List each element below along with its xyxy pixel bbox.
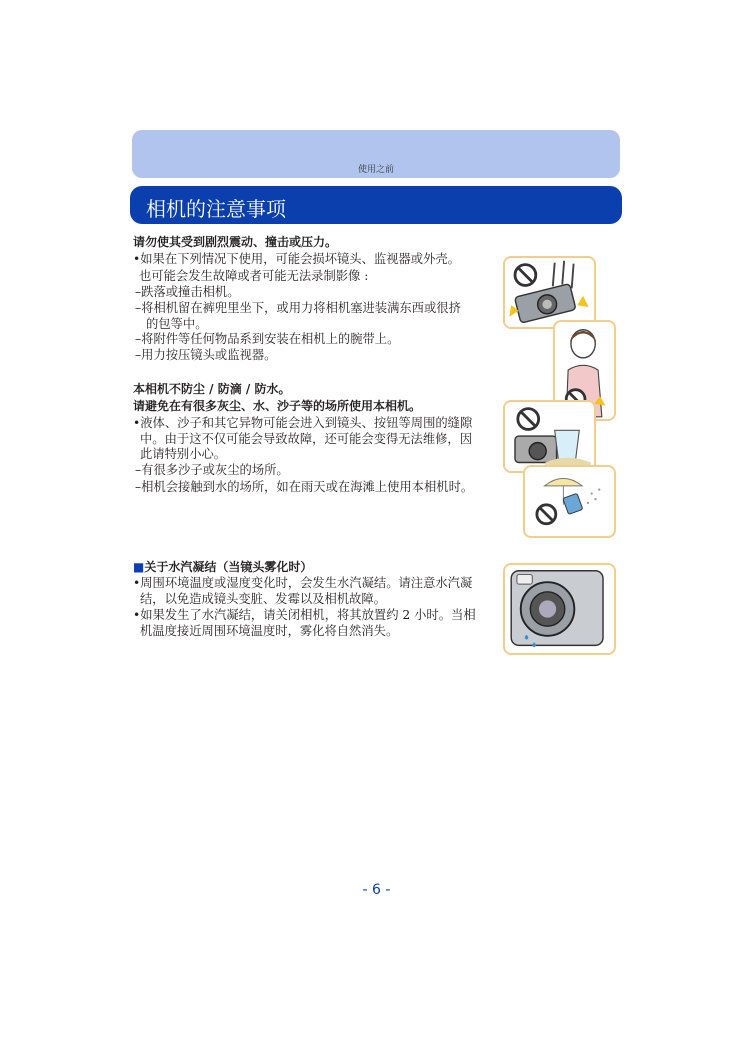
s2-heading-2: 请避免在有很多灰尘、水、沙子等的场所使用本相机。 xyxy=(133,399,422,413)
s1-line: •如果在下列情况下使用，可能会损坏镜头、监视器或外壳。 xyxy=(133,252,460,266)
camera-sand-water-illustration xyxy=(503,400,596,473)
s1-line: 也可能会发生故障或者可能无法录制影像 : xyxy=(139,269,369,283)
s1-line: –跌落或撞击相机。 xyxy=(135,285,240,299)
s2-heading-1: 本相机不防尘 / 防滴 / 防水。 xyxy=(133,382,291,396)
beach-sand-drawing xyxy=(525,467,614,536)
camera-sand-water-drawing xyxy=(505,402,594,471)
s1-line: –将相机留在裤兜里坐下，或用力将相机塞进装满东西或很挤 xyxy=(135,301,461,315)
s2-line: 此请特别小心。 xyxy=(140,447,227,461)
page-title: 相机的注意事项 xyxy=(146,197,286,221)
s2-line: –相机会接触到水的场所，如在雨天或在海滩上使用本相机时。 xyxy=(135,480,474,494)
s1-heading: 请勿使其受到剧烈震动、撞击或压力。 xyxy=(133,235,338,249)
beach-sand-illustration xyxy=(523,465,616,538)
square-bullet-icon: ■ xyxy=(133,560,145,574)
title-bar xyxy=(130,186,622,224)
section-label: 使用之前 xyxy=(357,165,394,175)
s2-line: •液体、沙子和其它异物可能会进入到镜头、按钮等周围的缝隙 xyxy=(133,416,473,430)
s1-line: 的包等中。 xyxy=(146,317,208,331)
page-number: - 6 - xyxy=(362,882,391,898)
s3-heading-text: 关于水汽凝结（当镜头雾化时） xyxy=(144,560,313,574)
s3-line: •周围环境温度或湿度变化时，会发生水汽凝结。请注意水汽凝 xyxy=(133,576,473,590)
s2-line: 中。由于这不仅可能会导致故障，还可能会变得无法维修，因 xyxy=(140,432,473,446)
s3-heading xyxy=(133,559,312,576)
s3-line: 结，以免造成镜头变脏、发霉以及相机故障。 xyxy=(140,592,386,606)
s3-line: 机温度接近周围环境温度时，雾化将自然消失。 xyxy=(140,624,399,638)
header-band xyxy=(132,130,620,178)
prohibition-icon xyxy=(537,505,556,524)
s1-line: –用力按压镜头或监视器。 xyxy=(135,348,277,362)
condensation-camera-drawing xyxy=(505,565,614,653)
prohibition-icon xyxy=(518,409,539,430)
camera-drop-drawing xyxy=(505,258,594,327)
s1-line: –将附件等任何物品系到安装在相机上的腕带上。 xyxy=(135,332,400,346)
s2-line: –有很多沙子或灰尘的场所。 xyxy=(135,463,289,477)
prohibition-icon xyxy=(515,265,536,286)
s3-line: •如果发生了水汽凝结，请关闭相机，将其放置约 2 小时。当相 xyxy=(133,608,476,622)
camera-drop-illustration xyxy=(503,256,596,329)
condensation-camera-illustration xyxy=(503,563,616,655)
